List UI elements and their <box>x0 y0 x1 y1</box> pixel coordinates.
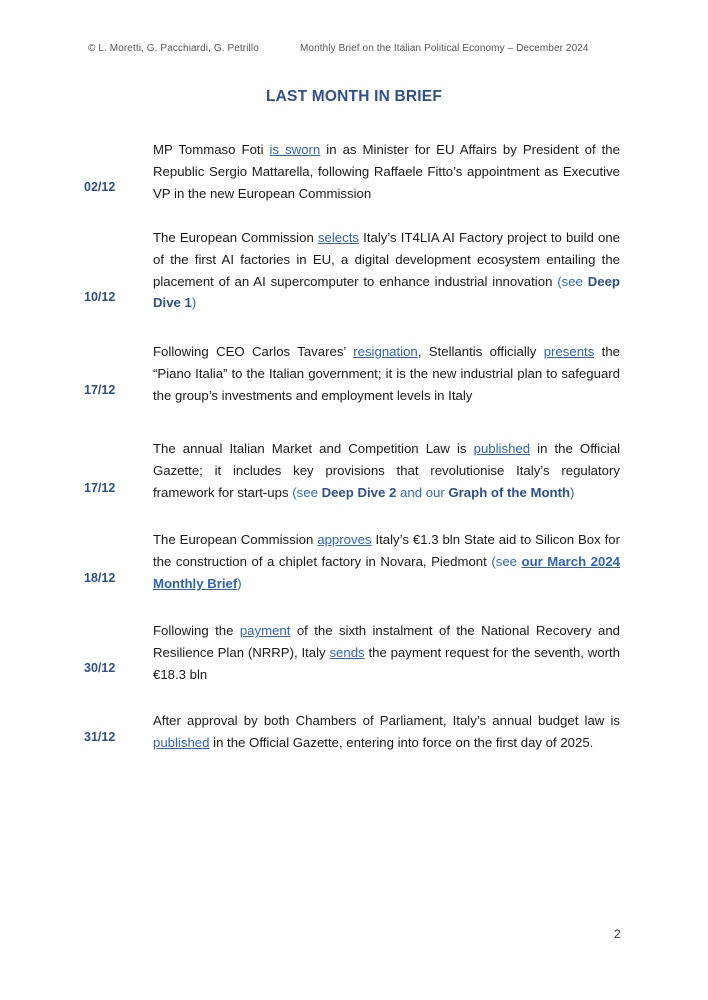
entry-date: 17/12 <box>84 383 116 397</box>
link-resignation[interactable]: resignation <box>353 344 418 359</box>
entry-text-part: the payment request for the seventh, worth €18.3 bln <box>153 644 620 682</box>
reference-text: ) <box>237 575 242 591</box>
reference-text: ) <box>570 484 575 500</box>
entry-text-part: The European Commission <box>153 532 318 547</box>
link-is-sworn[interactable]: is sworn <box>269 142 321 157</box>
page-number: 2 <box>614 927 621 941</box>
entry-date: 30/12 <box>84 661 116 675</box>
entry-text <box>153 529 620 594</box>
entry-text-part: After approval by both Chambers of Parliament, Italy’s annual budget law is <box>153 713 620 728</box>
entry-text-part: in the Official Gazette, entering into force on the first day of 2025. <box>209 734 594 750</box>
entry-text <box>153 438 620 503</box>
reference-text: (see <box>557 273 588 289</box>
entry-text-part: Italy’s IT4LIA AI Factory project to build one of the first AI factories in EU, a digital development ecosystem entailing the placement of an AI supercomputer to enhance industrial innovation <box>153 230 621 289</box>
link-approves[interactable]: approves <box>317 532 372 547</box>
entry-text-part: Following the <box>153 623 240 638</box>
entry-date: 17/12 <box>84 481 116 495</box>
reference-text: and our <box>396 484 449 500</box>
link-payment[interactable]: payment <box>239 623 291 638</box>
entry-text <box>153 341 620 406</box>
link-march-2024-monthly-brief[interactable]: our March 2024 Monthly Brief <box>153 553 621 591</box>
entry-text <box>153 139 620 204</box>
page-title: LAST MONTH IN BRIEF <box>265 88 442 105</box>
entry-date: 10/12 <box>84 290 116 304</box>
entry-text-part: of the sixth instalment of the National Recovery and Resilience Plan (NRRP), Italy <box>153 623 620 660</box>
entry-text <box>153 227 620 314</box>
entry-text <box>153 620 620 685</box>
link-sends[interactable]: sends <box>329 644 365 660</box>
reference-text: (see <box>491 553 522 569</box>
link-published-budget[interactable]: published <box>153 734 210 750</box>
entry-text-part: Italy’s €1.3 bln State aid to Silicon Box for the construction of a chiplet factory in Novara, Piedmont <box>153 532 621 569</box>
entry-text-part: The annual Italian Market and Competition Law is <box>153 441 474 456</box>
entry-text-part: The European Commission <box>153 230 318 245</box>
link-selects[interactable]: selects <box>317 230 359 245</box>
entry-text-part: in the Official Gazette; it includes key provisions that revolutionise Italy’s regulatory framework for start-ups <box>153 441 621 500</box>
entry-date: 31/12 <box>84 730 116 744</box>
entry-text-part: in as Minister for EU Affairs by President of the Republic Sergio Mattarella, following Raffaele Fitto’s appointment as Executive VP in the new European Commission <box>153 142 620 201</box>
header-authors: © L. Moretti, G. Pacchiardi, G. Petrillo <box>88 43 259 54</box>
entry-date: 02/12 <box>84 180 116 194</box>
entry-date: 18/12 <box>84 571 116 585</box>
entry-text <box>153 710 620 754</box>
link-published[interactable]: published <box>473 441 531 456</box>
entry-text-part: , Stellantis officially <box>417 344 544 359</box>
entry-text-part: Following CEO Carlos Tavares’ <box>153 344 354 359</box>
link-presents[interactable]: presents <box>543 344 595 359</box>
entry-text-part: the “Piano Italia” to the Italian government; it is the new industrial plan to safeguard the group’s investments and employment levels in Italy <box>153 344 620 403</box>
reference-text: (see <box>292 484 322 500</box>
reference-deep-dive-2[interactable]: Deep Dive 2 <box>321 484 397 500</box>
reference-text: ) <box>191 295 197 311</box>
entry-text-part: MP Tommaso Foti <box>153 142 270 157</box>
reference-deep-dive-1[interactable]: Deep Dive 1 <box>153 273 620 311</box>
header-publication: Monthly Brief on the Italian Political Economy – December 2024 <box>300 43 589 54</box>
reference-graph-of-the-month[interactable]: Graph of the Month <box>448 484 571 500</box>
